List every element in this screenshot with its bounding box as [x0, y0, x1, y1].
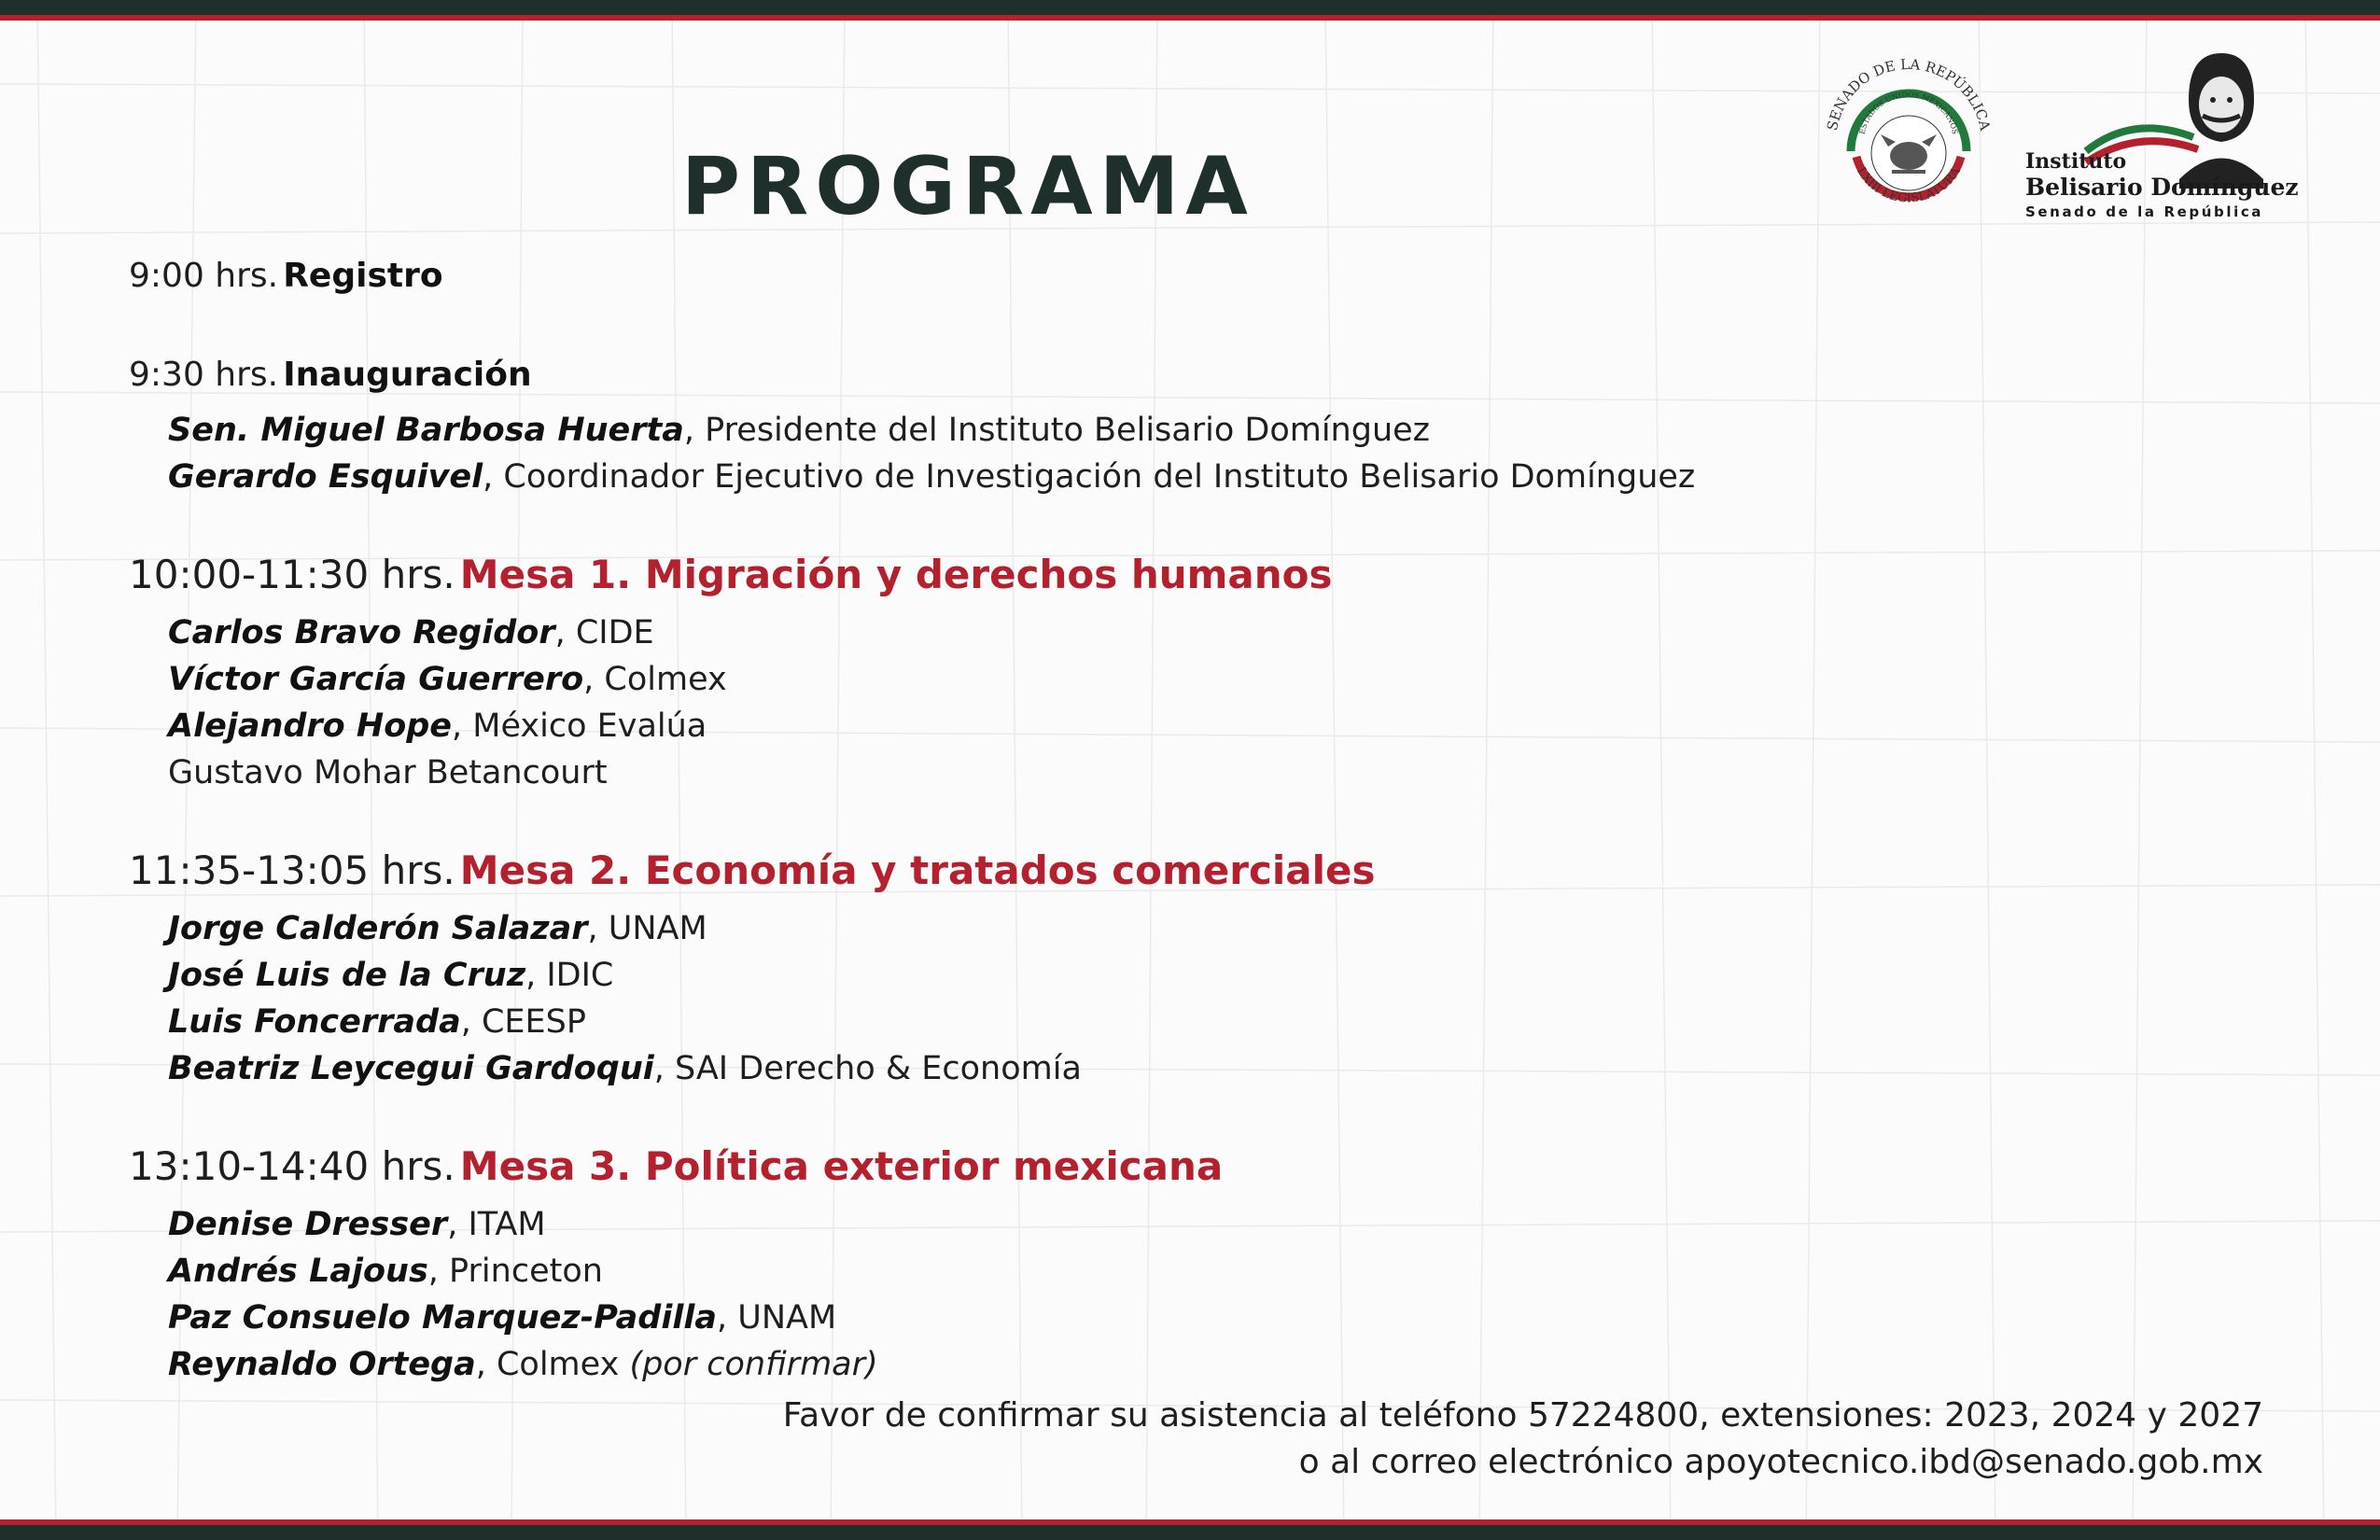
ibd-logo-line2: Belisario Domínguez	[2025, 174, 2299, 201]
speaker-row	[168, 999, 1902, 1045]
speaker-name: Jorge Calderón Salazar	[168, 910, 588, 947]
session-time: 9:00 hrs.	[129, 257, 279, 295]
speaker-affiliation: , México Evalúa	[452, 707, 707, 745]
session-inauguracion	[129, 349, 1902, 500]
session-time: 11:35-13:05 hrs.	[129, 847, 455, 893]
speaker-affiliation: , Princeton	[427, 1253, 603, 1290]
session-mesa-3	[129, 1141, 1902, 1388]
bottom-stripe-band	[0, 1519, 2380, 1540]
svg-text:SENADO DE LA REPÚBLICA: SENADO DE LA REPÚBLICA	[1823, 55, 1995, 133]
speaker-affiliation: , ITAM	[447, 1206, 546, 1243]
speaker-row	[168, 905, 1902, 952]
speaker-name: José Luis de la Cruz	[168, 957, 526, 994]
session-time: 10:00-11:30 hrs.	[129, 552, 455, 597]
speaker-affiliation: , UNAM	[587, 910, 707, 947]
ibd-logo-text	[2025, 149, 2299, 222]
speaker-name-plain: Gustavo Mohar Betancourt	[168, 754, 608, 791]
speaker-name: Beatriz Leycegui Gardoqui	[168, 1050, 654, 1087]
speaker-affiliation: , Colmex	[475, 1346, 620, 1383]
session-heading: Inauguración	[283, 356, 532, 394]
speaker-name: Reynaldo Ortega	[168, 1346, 476, 1383]
speaker-name: Sen. Miguel Barbosa Huerta	[168, 412, 684, 449]
footer-email-line[interactable]: o al correo electrónico apoyotecnico.ibd@senado.gob.mx	[1298, 1443, 2263, 1481]
speaker-affiliation: , Colmex	[583, 661, 727, 698]
speaker-name: Luis Foncerrada	[168, 1003, 461, 1041]
speaker-affiliation: , CIDE	[554, 614, 654, 651]
session-time: 13:10-14:40 hrs.	[129, 1143, 455, 1189]
svg-text:ESTADOS UNIDOS MEXICANOS: ESTADOS UNIDOS MEXICANOS	[1857, 90, 1960, 135]
speaker-row	[168, 407, 1902, 454]
session-mesa-2	[129, 845, 1902, 1092]
contact-footer	[783, 1393, 2263, 1486]
speaker-affiliation: , SAI Derecho & Economía	[653, 1050, 1082, 1087]
session-heading: Mesa 1. Migración y derechos humanos	[459, 552, 1333, 597]
speaker-name: Alejandro Hope	[168, 707, 453, 745]
speaker-affiliation: , IDIC	[525, 957, 614, 994]
footer-phone-line: Favor de confirmar su asistencia al teléfono 57224800, extensiones: 2023, 2024 y 2027	[782, 1396, 2263, 1435]
svg-text:LXIII LEGISLATURA: LXIII LEGISLATURA	[1854, 164, 1964, 206]
speaker-name: Víctor García Guerrero	[168, 661, 584, 698]
program-list	[129, 250, 1902, 1388]
session-time: 9:30 hrs.	[129, 356, 279, 394]
speaker-row	[168, 454, 1902, 500]
speaker-row	[168, 749, 1902, 796]
speaker-affiliation: , Presidente del Instituto Belisario Domínguez	[683, 412, 1431, 449]
session-heading: Registro	[283, 257, 443, 295]
speaker-row	[168, 703, 1902, 749]
speaker-row	[168, 656, 1902, 703]
speaker-row	[168, 1201, 1902, 1248]
top-stripe-band	[0, 0, 2380, 21]
speaker-name: Carlos Bravo Regidor	[168, 614, 555, 651]
session-mesa-1	[129, 549, 1902, 796]
speaker-row	[168, 1248, 1902, 1295]
speaker-row	[168, 1341, 1902, 1388]
speaker-row	[168, 609, 1902, 656]
speaker-affiliation: , UNAM	[716, 1299, 837, 1337]
speaker-name: Gerardo Esquivel	[168, 458, 483, 496]
ibd-logo-line1: Instituto	[2025, 149, 2127, 174]
speaker-row	[168, 952, 1902, 999]
speaker-affiliation: , Coordinador Ejecutivo de Investigación del Instituto Belisario Domínguez	[483, 458, 1696, 496]
session-heading: Mesa 2. Economía y tratados comerciales	[459, 847, 1376, 893]
speaker-name: Paz Consuelo Marquez-Padilla	[168, 1299, 717, 1337]
speaker-row	[168, 1045, 1902, 1092]
page-title: PROGRAMA	[681, 140, 1254, 233]
speaker-name: Denise Dresser	[168, 1206, 448, 1243]
ibd-logo-line3: Senado de la República	[2025, 203, 2264, 220]
session-heading: Mesa 3. Política exterior mexicana	[459, 1143, 1224, 1189]
speaker-affiliation: , CEESP	[460, 1003, 586, 1041]
senado-seal-logo	[1815, 49, 2002, 235]
speaker-name: Andrés Lajous	[168, 1253, 428, 1290]
session-registro	[129, 250, 1902, 308]
speaker-note: (por confirmar)	[629, 1346, 878, 1383]
speaker-row	[168, 1295, 1902, 1341]
